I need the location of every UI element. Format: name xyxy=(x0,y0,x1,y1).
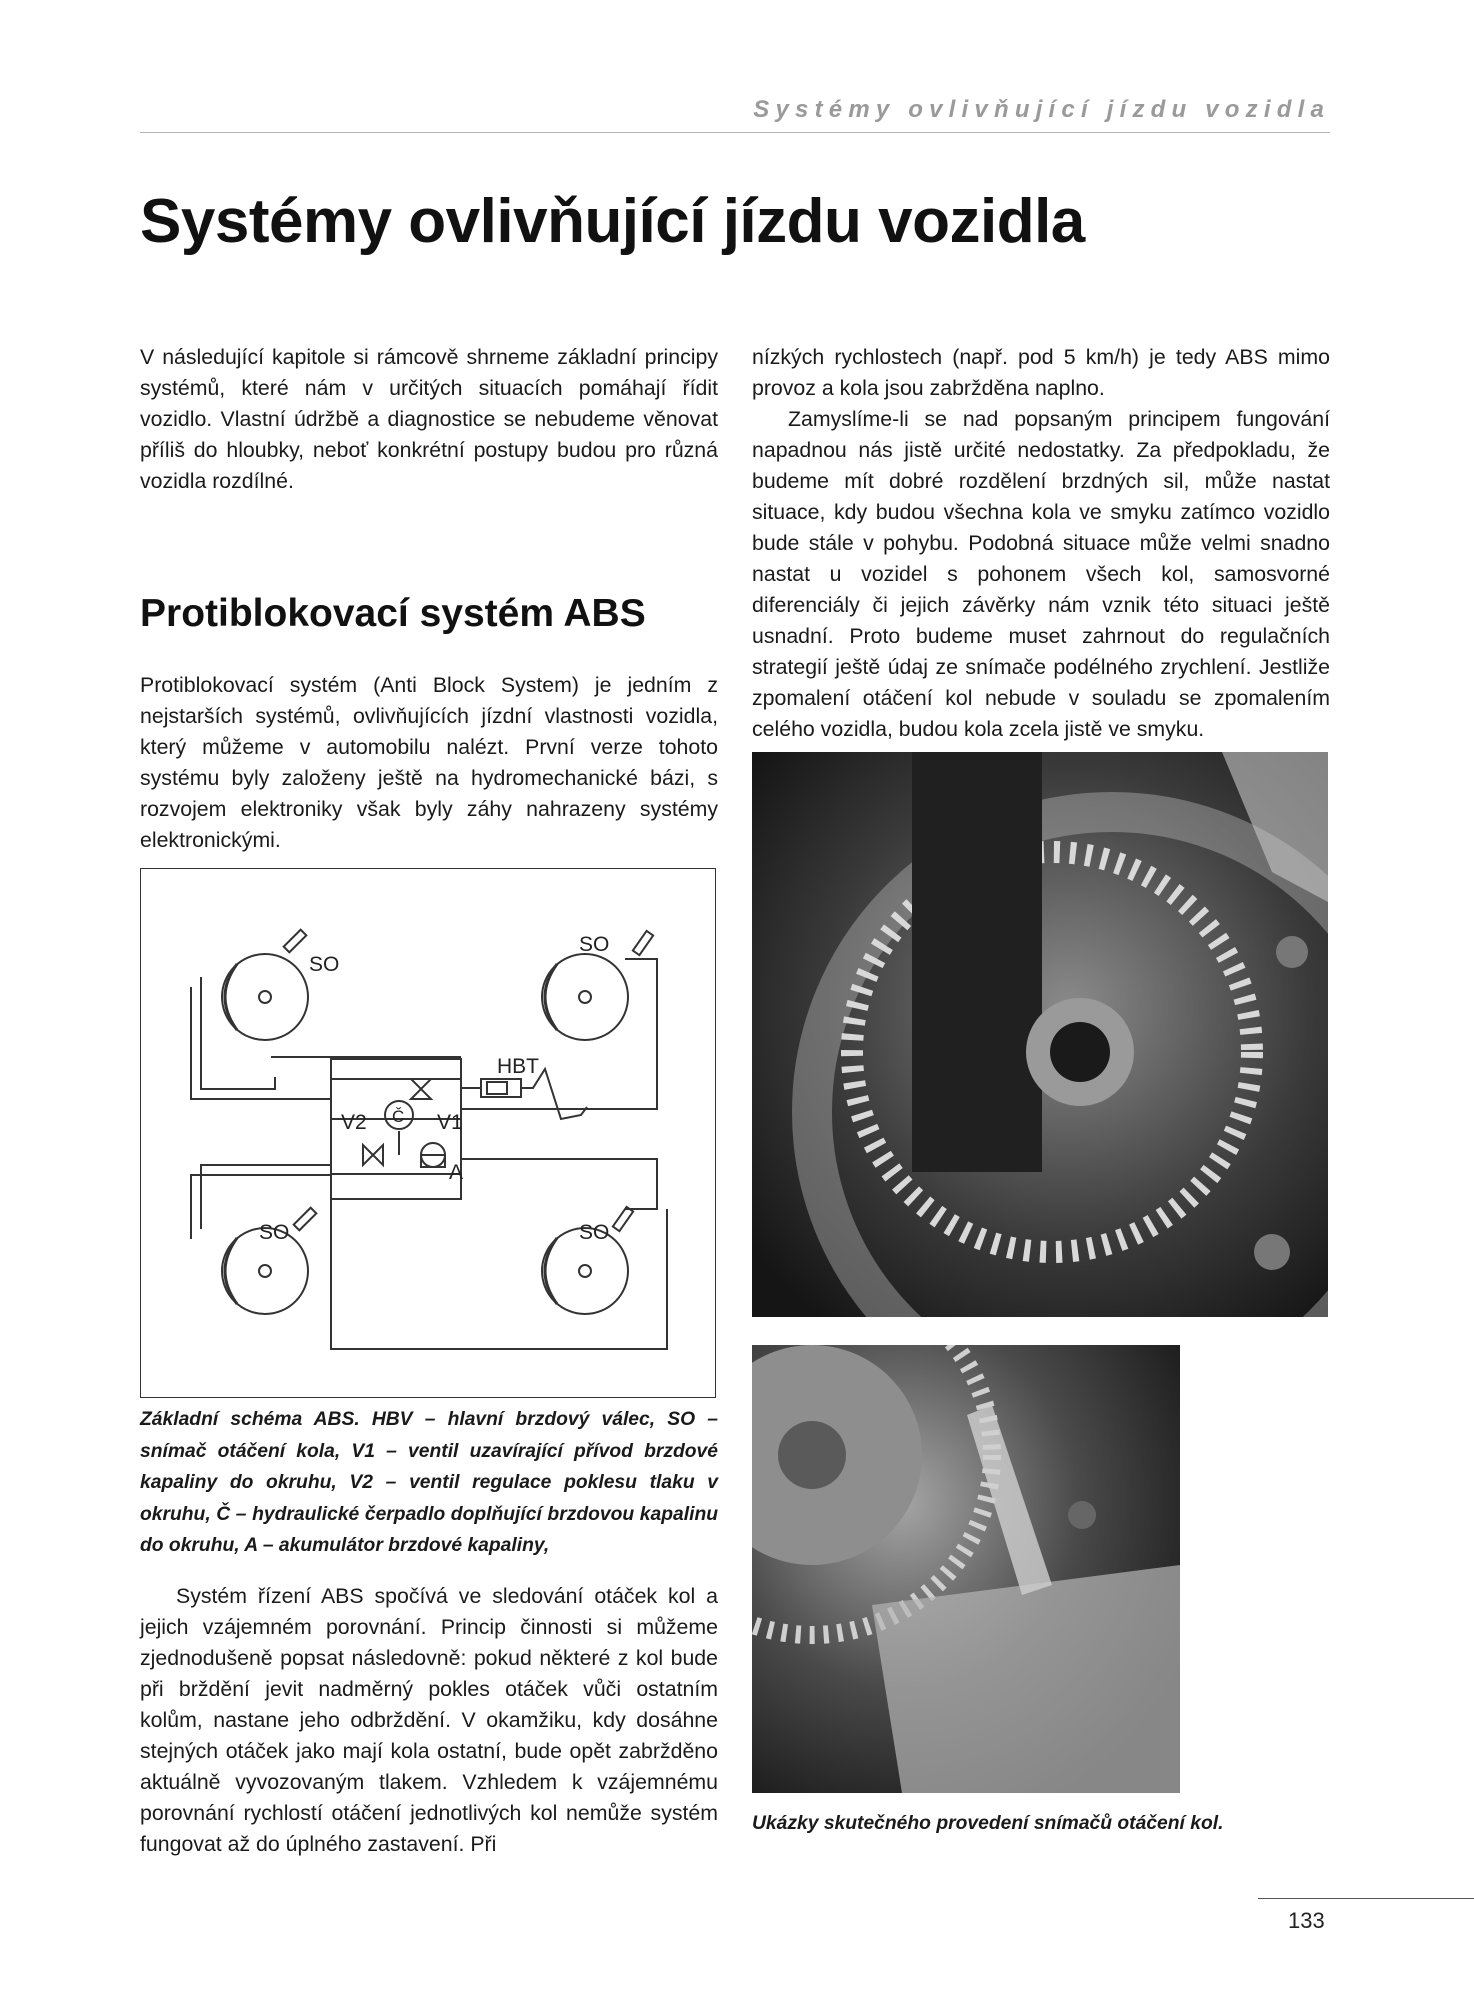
section-column xyxy=(140,670,718,856)
header-rule xyxy=(140,132,1330,133)
running-head: Systémy ovlivňující jízdu vozidla xyxy=(753,96,1330,123)
photo-front-wheel-sensor xyxy=(752,752,1328,1317)
footer-rule xyxy=(1258,1898,1474,1899)
intro-paragraph: V následující kapitole si rámcově shrneme základní principy systémů, které nám v určitých situacích pomáhají řídit vozidlo. Vlastní údržbě a diagnostice se nebudeme věnovat příliš do hloubky, neboť konkrétní postupy budou pro různá vozidla rozdílné. xyxy=(140,345,718,493)
label-so-bottom-right: SO xyxy=(579,1221,610,1244)
diagram-caption: Základní schéma ABS. HBV – hlavní brzdový válec, SO – snímač otáčení kola, V1 – ventil uzavírající přívod brzdové kapaliny do okruhu, V2 – ventil regulace poklesu tlaku v okruhu, Č – hydraulické čerpadlo doplňující brzdovou kapalinu do okruhu, A – akumulátor brzdové kapaliny, xyxy=(140,1409,718,1556)
label-so-top-right: SO xyxy=(579,933,610,956)
label-v2: V2 xyxy=(341,1111,367,1134)
photo-rear-wheel-sensor xyxy=(752,1345,1180,1793)
label-v1: V1 xyxy=(437,1111,463,1134)
right-column xyxy=(752,342,1330,745)
abs-diagram xyxy=(140,868,716,1398)
abs-diagram-drawing xyxy=(141,869,717,1399)
chapter-title: Systémy ovlivňující jízdu vozidla xyxy=(140,187,1085,256)
label-a: A xyxy=(449,1161,464,1184)
photos-caption: Ukázky skutečného provedení snímačů otáčení kol. xyxy=(752,1813,1224,1834)
bottom-left-column xyxy=(140,1581,718,1860)
paragraph-right-1: nízkých rychlostech (např. pod 5 km/h) je tedy ABS mimo provoz a kola jsou zabržděna naplno. xyxy=(752,345,1330,400)
section-heading: Protiblokovací systém ABS xyxy=(140,592,646,635)
label-c: Č xyxy=(392,1107,405,1126)
intro-column xyxy=(140,342,718,497)
label-so-top-left: SO xyxy=(309,953,340,976)
page-number: 133 xyxy=(1288,1908,1325,1933)
paragraph-bottom-left: Systém řízení ABS spočívá ve sledování otáček kol a jejich vzájemném porovnání. Princip činnosti si můžeme zjednodušeně popsat následovně: pokud některé z kol bude při brždění jevit nadměrný pokles otáček vůči ostatním kolům, nastane jeho odbrždění. V okamžiku, kdy dosáhne stejných otáček jako mají kola ostatní, bude opět zabržděno aktuálně vyvozovaným tlakem. Vzhledem k vzájemnému porovnání rychlostí otáčení jednotlivých kol nemůže systém fungovat až do úplného zastavení. Při xyxy=(140,1584,718,1856)
label-so-bottom-left: SO xyxy=(259,1221,290,1244)
section-paragraph: Protiblokovací systém (Anti Block System) je jedním z nejstarších systémů, ovlivňujících jízdní vlastnosti vozidla, který můžeme v automobilu nalézt. První verze tohoto systému byly založeny ještě na hydromechanické bázi, s rozvojem elektroniky však byly záhy nahrazeny systémy elektronickými. xyxy=(140,673,718,852)
label-hbt: HBT xyxy=(497,1055,539,1078)
paragraph-right-2: Zamyslíme-li se nad popsaným principem fungování napadnou nás jistě určité nedostatky. Za předpokladu, že budeme mít dobré rozdělení brzdných sil, může nastat situace, kdy budou všechna kola ve smyku zatímco vozidlo bude stále v pohybu. Podobná situace může velmi snadno nastat u vozidel s pohonem všech kol, samosvorné diferenciály či jejich závěrky nám vznik této situaci ještě usnadní. Proto budeme muset zahrnout do regulačních strategií ještě údaj ze snímače podélného zrychlení. Jestliže zpomalení otáčení kol nebude v souladu se zpomalením celého vozidla, budou kola zcela jistě ve smyku. xyxy=(752,407,1330,741)
